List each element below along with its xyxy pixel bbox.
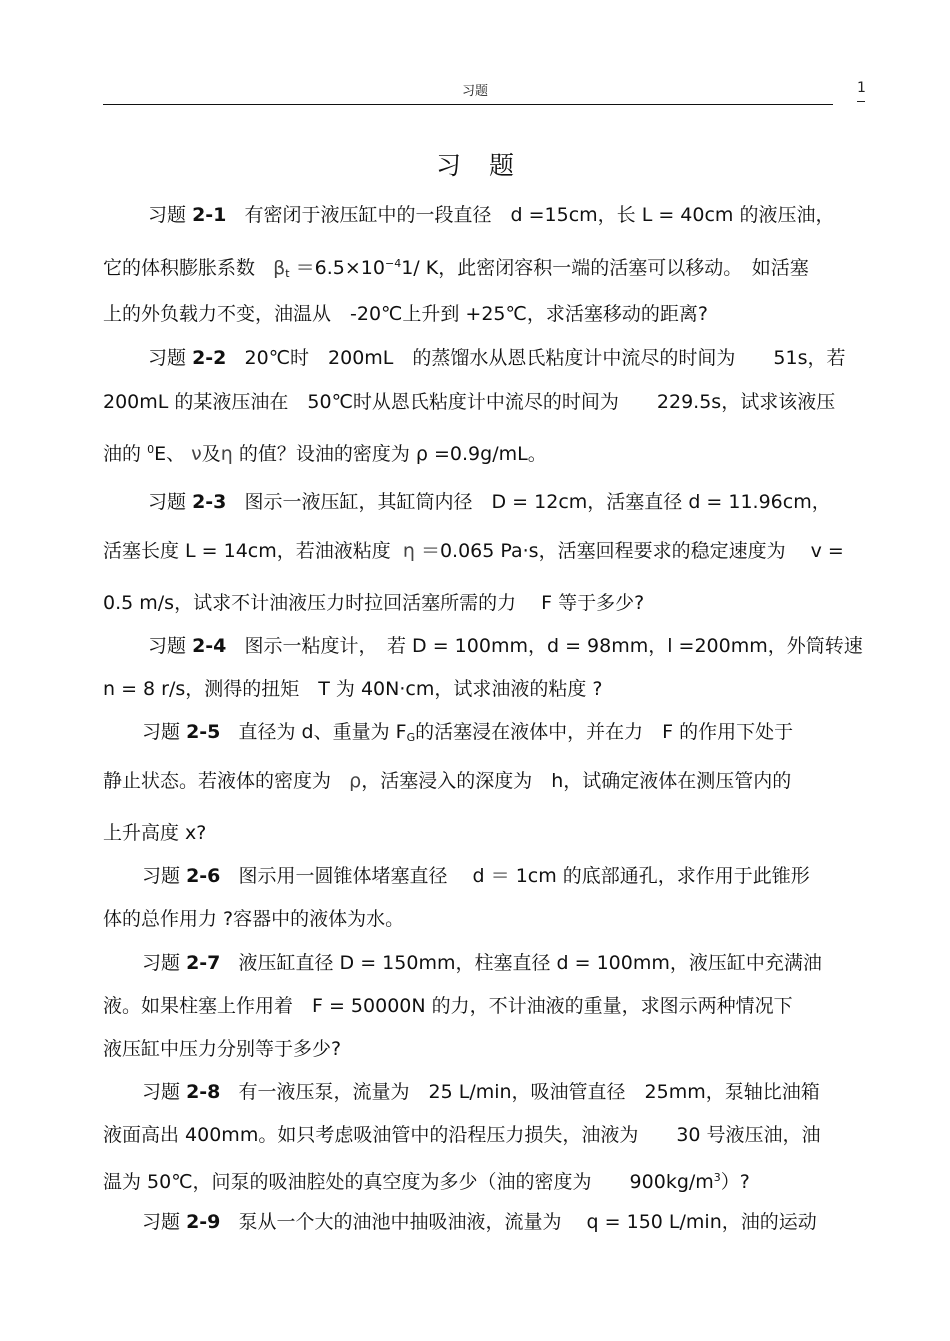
eta-symbol: η <box>402 540 415 562</box>
problem-2-7-line-3: 液压缸中压力分别等于多少? <box>103 1038 342 1060</box>
page-number: 1 <box>857 80 866 96</box>
problem-2-7-line-1 <box>142 951 902 975</box>
degree-superscript: 0 <box>147 443 155 456</box>
problem-number: 2-3 <box>192 491 227 513</box>
problem-text: ＝6.5×10 <box>295 257 385 279</box>
problem-text: 液压缸直径 D = 150mm，柱塞直径 d = 100mm，液压缸中充满油 <box>238 952 822 974</box>
problem-text: 油的 <box>103 443 142 465</box>
problem-label: 习题 <box>142 865 181 887</box>
header-rule <box>103 104 833 105</box>
problem-2-5-line-3: 上升高度 x? <box>103 822 207 844</box>
problem-label: 习题 <box>148 635 187 657</box>
problem-2-2-line-2: 200mL 的某液压油在 50℃时从恩氏粘度计中流尽的时间为 229.5s，试求该液压 <box>103 391 836 413</box>
problem-text: 及 <box>201 443 221 465</box>
problem-2-6-line-1 <box>142 864 902 888</box>
problem-text: 温为 50℃，问泵的吸油腔处的真空度为多少（油的密度为 900kg/m <box>103 1171 714 1193</box>
subscript-g: G <box>406 731 416 744</box>
superscript-3: 3 <box>713 1171 721 1184</box>
problem-label: 习题 <box>148 204 187 226</box>
eta-symbol: η <box>220 443 233 465</box>
problem-number: 2-5 <box>186 721 221 743</box>
problem-number: 2-2 <box>192 347 227 369</box>
problem-label: 习题 <box>142 1211 181 1233</box>
problem-number: 2-8 <box>186 1081 221 1103</box>
problem-2-1-line-1 <box>148 203 908 227</box>
problem-text: 的活塞浸在液体中，并在力 F 的作用下处于 <box>415 721 794 743</box>
problem-text: ，活塞浸入的深度为 h，试确定液体在测压管内的 <box>361 770 792 792</box>
beta-symbol: β <box>273 257 286 279</box>
problem-text: 活塞长度 L = 14cm，若油液粘度 <box>103 540 391 562</box>
problem-text: 静止状态。若液体的密度为 <box>103 770 332 792</box>
problem-2-3-line-1 <box>148 490 908 514</box>
problem-2-8-line-3 <box>103 1166 863 1194</box>
problem-2-2-line-3 <box>103 438 863 466</box>
problem-text: 有密闭于液压缸中的一段直径 d =15cm，长 L = 40cm 的液压油， <box>244 204 835 226</box>
problem-text: 图示用一圆锥体堵塞直径 d ＝ 1cm 的底部通孔，求作用于此锥形 <box>238 865 810 887</box>
problem-text: 有一液压泵，流量为 25 L/min，吸油管直径 25mm，泵轴比油箱 <box>238 1081 820 1103</box>
rho-symbol: ρ <box>349 770 362 792</box>
problem-text: 泵从一个大的油池中抽吸油液，流量为 q = 150 L/min，油的运动 <box>238 1211 817 1233</box>
problem-2-3-line-2 <box>103 539 863 563</box>
problem-text: ＝0.065 Pa·s，活塞回程要求的稳定速度为 v = <box>420 540 844 562</box>
problem-label: 习题 <box>148 491 187 513</box>
problem-label: 习题 <box>142 952 181 974</box>
problem-label: 习题 <box>142 721 181 743</box>
beta-subscript: t <box>285 267 290 280</box>
problem-number: 2-1 <box>192 204 227 226</box>
problem-number: 2-9 <box>186 1211 221 1233</box>
problem-text: 图示一液压缸，其缸筒内径 D = 12cm，活塞直径 d = 11.96cm， <box>244 491 831 513</box>
problem-label: 习题 <box>142 1081 181 1103</box>
problem-2-3-line-3: 0.5 m/s，试求不计油液压力时拉回活塞所需的力 F 等于多少? <box>103 592 645 614</box>
problem-2-8-line-2: 液面高出 400mm。如只考虑吸油管中的沿程压力损失，油液为 30 号液压油，油 <box>103 1124 821 1146</box>
document-title: 习题 <box>435 151 542 180</box>
running-header-title: 习题 <box>461 84 488 99</box>
problem-2-6-line-2: 体的总作用力 ?容器中的液体为水。 <box>103 908 405 930</box>
problem-text: 的值？设油的密度为 ρ =0.9g/mL。 <box>238 443 547 465</box>
problem-2-5-line-1 <box>142 720 902 750</box>
problem-text: 20℃时 200mL 的蒸馏水从恩氏粘度计中流尽的时间为 51s，若 <box>244 347 846 369</box>
problem-2-5-line-2 <box>103 769 863 793</box>
problem-label: 习题 <box>148 347 187 369</box>
nu-symbol: ν <box>191 443 202 465</box>
problem-2-1-line-2 <box>103 252 863 286</box>
exponent: −4 <box>384 257 402 270</box>
problem-2-9-line-1 <box>142 1210 902 1234</box>
problem-number: 2-7 <box>186 952 221 974</box>
problem-number: 2-6 <box>186 865 221 887</box>
problem-number: 2-4 <box>192 635 227 657</box>
problem-text: 1/ K，此密闭容积一端的活塞可以移动。 如活塞 <box>401 257 809 279</box>
problem-text: 图示一粘度计， 若 D = 100mm，d = 98mm，l =200mm，外筒转速 <box>244 635 863 657</box>
problem-2-1-line-3: 上的外负载力不变，油温从 -20℃上升到 +25℃，求活塞移动的距离? <box>103 303 708 325</box>
problem-2-7-line-2: 液。如果柱塞上作用着 F = 50000N 的力，不计油液的重量，求图示两种情况下 <box>103 995 793 1017</box>
problem-2-8-line-1 <box>142 1080 902 1104</box>
problem-2-2-line-1 <box>148 346 908 370</box>
problem-text: ）? <box>720 1171 750 1193</box>
page-number-mark <box>857 101 865 102</box>
problem-2-4-line-1 <box>148 634 908 658</box>
problem-2-4-line-2: n = 8 r/s，测得的扭矩 T 为 40N·cm，试求油液的粘度 ? <box>103 678 603 700</box>
problem-text: E、 <box>154 443 186 465</box>
problem-text: 直径为 d、重量为 F <box>238 721 407 743</box>
problem-text: 它的体积膨胀系数 <box>103 257 256 279</box>
